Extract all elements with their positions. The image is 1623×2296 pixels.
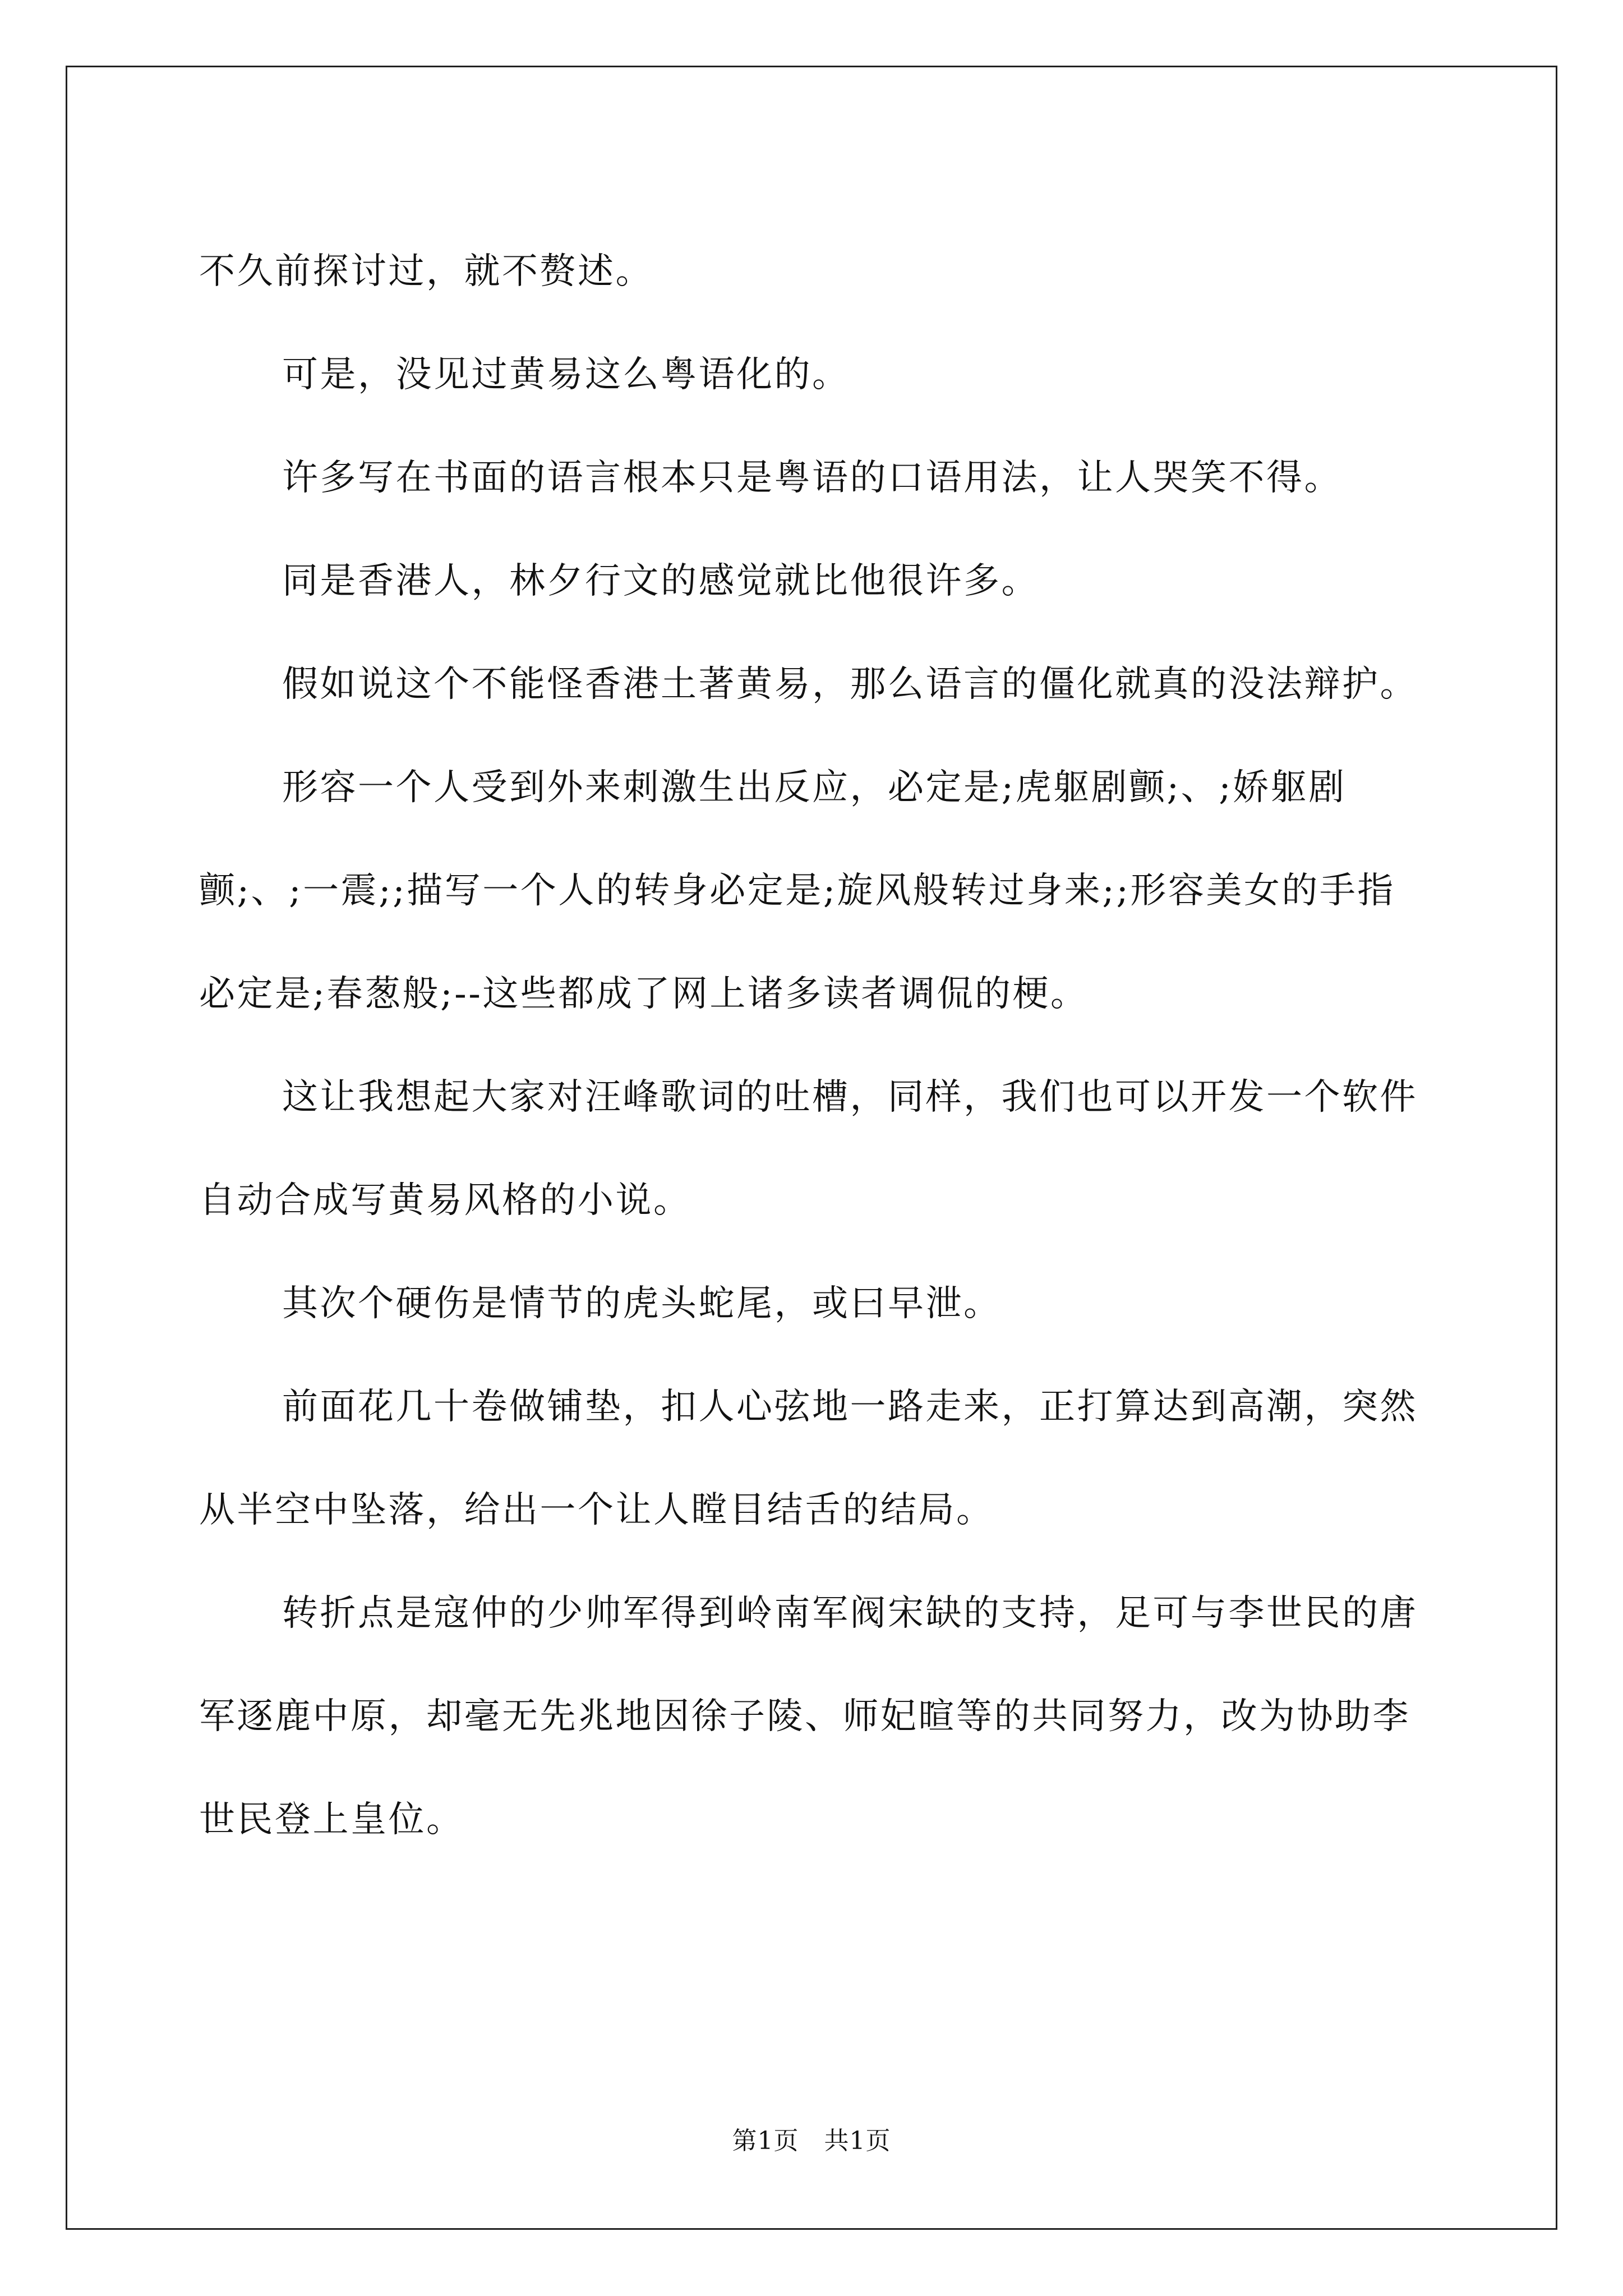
paragraph-7: 这让我想起大家对汪峰歌词的吐槽，同样，我们也可以开发一个软件自动合成写黄易风格的小说。 <box>199 1076 1418 1221</box>
paragraph-4: 同是香港人，林夕行文的感觉就比他很许多。 <box>282 560 1039 602</box>
paragraph-8: 其次个硬伤是情节的虎头蛇尾，或曰早泄。 <box>282 1283 1002 1324</box>
document-body <box>199 220 1430 1871</box>
paragraph-6: 形容一个人受到外来刺激生出反应，必定是;虎躯剧颤;、;娇躯剧颤;、;一震;;描写一个人的转身必定是;旋风般转过身来;;形容美女的手指必定是;春葱般;--这些都成了网上诸多读者调侃的梗。 <box>199 767 1395 1015</box>
paragraph-9: 前面花几十卷做铺垫，扣人心弦地一路走来，正打算达到高潮，突然从半空中坠落，给出一个让人瞠目结舌的结局。 <box>199 1386 1418 1531</box>
page-number: 第1页 共1页 <box>732 2127 891 2155</box>
paragraph-5: 假如说这个不能怪香港土著黄易，那么语言的僵化就真的没法辩护。 <box>282 664 1418 705</box>
paragraph-2: 可是，没见过黄易这么粤语化的。 <box>282 354 850 395</box>
paragraph-1: 不久前探讨过，就不赘述。 <box>199 251 653 292</box>
paragraph-3: 许多写在书面的语言根本只是粤语的口语用法，让人哭笑不得。 <box>282 457 1342 499</box>
paragraph-10: 转折点是寇仲的少帅军得到岭南军阀宋缺的支持，足可与李世民的唐军逐鹿中原，却毫无先兆地因徐子陵、师妃暄等的共同努力，改为协助李世民登上皇位。 <box>199 1593 1418 1841</box>
